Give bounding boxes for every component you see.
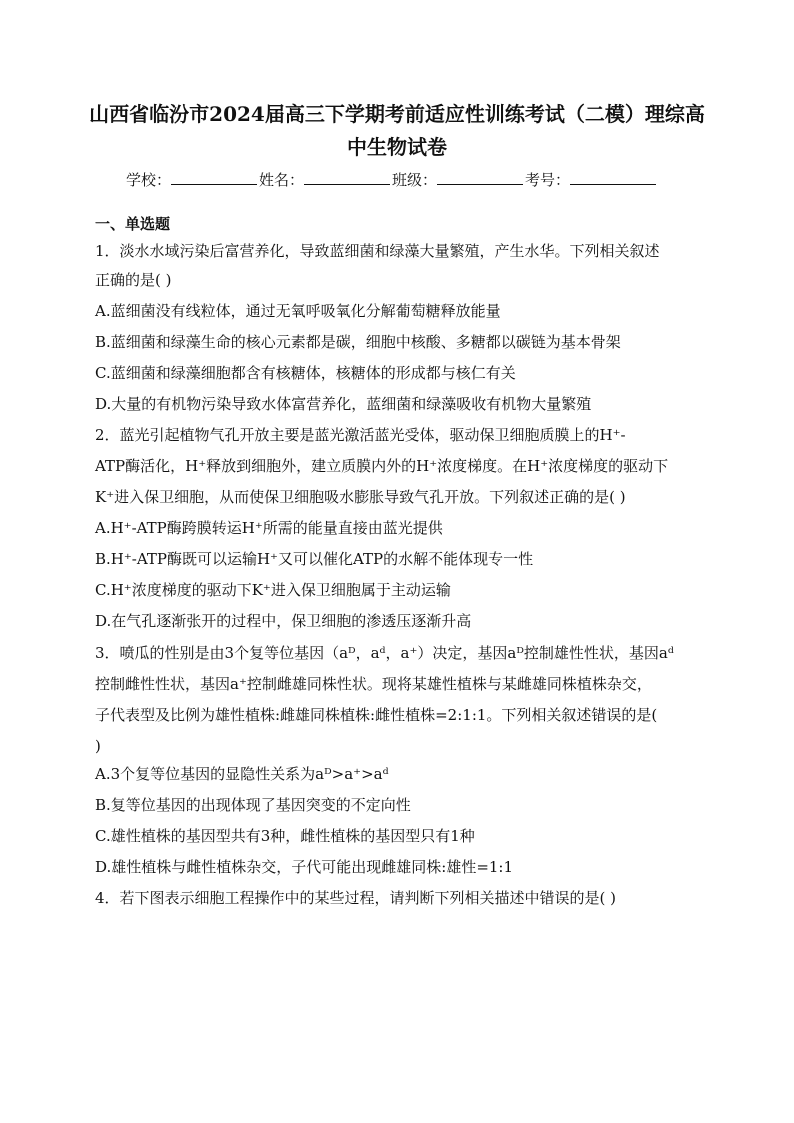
q3-stem-line-3: 子代表型及比例为雄性植株:雌雄同株植株:雌性植株=2:1:1。下列相关叙述错误的是( [95,706,658,724]
school-label: 学校： [126,171,172,189]
class-label: 班级： [392,171,438,189]
section-title: 一、单选题 [95,215,171,233]
q2-stem-line-2: ATP酶活化，H⁺释放到细胞外，建立质膜内外的H⁺浓度梯度。在H⁺浓度梯度的驱动下 [95,457,669,475]
title-line-1: 山西省临汾市2024届高三下学期考前适应性训练考试（二模）理综高 [89,102,705,126]
q3-option-a: A.3个复等位基因的显隐性关系为aᴰ>a⁺>aᵈ [95,765,389,783]
q3-stem-line-2: 控制雌性性状，基因a⁺控制雌雄同株性状。现将某雄性植株与某雌雄同株植株杂交， [95,675,652,693]
q1-stem-line-2: 正确的是( ) [95,271,172,289]
title-line-2: 中生物试卷 [347,135,447,159]
q1-option-b: B.蓝细菌和绿藻生命的核心元素都是碳，细胞中核酸、多糖都以碳链为基本骨架 [95,333,621,351]
q3-option-b: B.复等位基因的出现体现了基因突变的不定向性 [95,796,411,814]
q3-stem-line-1: 3．喷瓜的性别是由3个复等位基因（aᴰ，aᵈ，a⁺）决定，基因aᴰ控制雄性性状，基因aᵈ [95,644,674,662]
q3-option-c: C.雄性植株的基因型共有3种，雌性植株的基因型只有1种 [95,827,475,845]
q2-option-c: C.H⁺浓度梯度的驱动下K⁺进入保卫细胞属于主动运输 [95,581,451,599]
q1-option-a: A.蓝细菌没有线粒体，通过无氧呼吸氧化分解葡萄糖释放能量 [95,302,501,320]
q1-stem-line-1: 1．淡水水域污染后富营养化，导致蓝细菌和绿藻大量繁殖，产生水华。下列相关叙述 [95,242,660,260]
q3-option-d: D.雄性植株与雌性植株杂交，子代可能出现雌雄同株:雄性=1:1 [95,858,514,876]
exam-no-label: 考号： [525,171,571,189]
q1-option-d: D.大量的有机物污染导致水体富营养化，蓝细菌和绿藻吸收有机物大量繁殖 [95,395,592,413]
q2-option-d: D.在气孔逐渐张开的过程中，保卫细胞的渗透压逐渐升高 [95,612,472,630]
student-info-row [126,170,658,190]
q2-stem-line-3: K⁺进入保卫细胞，从而使保卫细胞吸水膨胀导致气孔开放。下列叙述正确的是( ) [95,488,626,506]
class-field[interactable] [437,170,523,185]
q1-option-c: C.蓝细菌和绿藻细胞都含有核糖体，核糖体的形成都与核仁有关 [95,364,516,382]
page-title [60,98,734,164]
q2-option-a: A.H⁺-ATP酶跨膜转运H⁺所需的能量直接由蓝光提供 [95,519,443,537]
q3-stem-line-4: ) [95,737,101,755]
name-field[interactable] [304,170,390,185]
name-label: 姓名： [259,171,305,189]
school-field[interactable] [171,170,257,185]
q4-stem-line-1: 4．若下图表示细胞工程操作中的某些过程，请判断下列相关描述中错误的是( ) [95,889,617,907]
q2-stem-line-1: 2．蓝光引起植物气孔开放主要是蓝光激活蓝光受体，驱动保卫细胞质膜上的H⁺- [95,426,626,444]
exam-no-field[interactable] [570,170,656,185]
q2-option-b: B.H⁺-ATP酶既可以运输H⁺又可以催化ATP的水解不能体现专一性 [95,550,534,568]
